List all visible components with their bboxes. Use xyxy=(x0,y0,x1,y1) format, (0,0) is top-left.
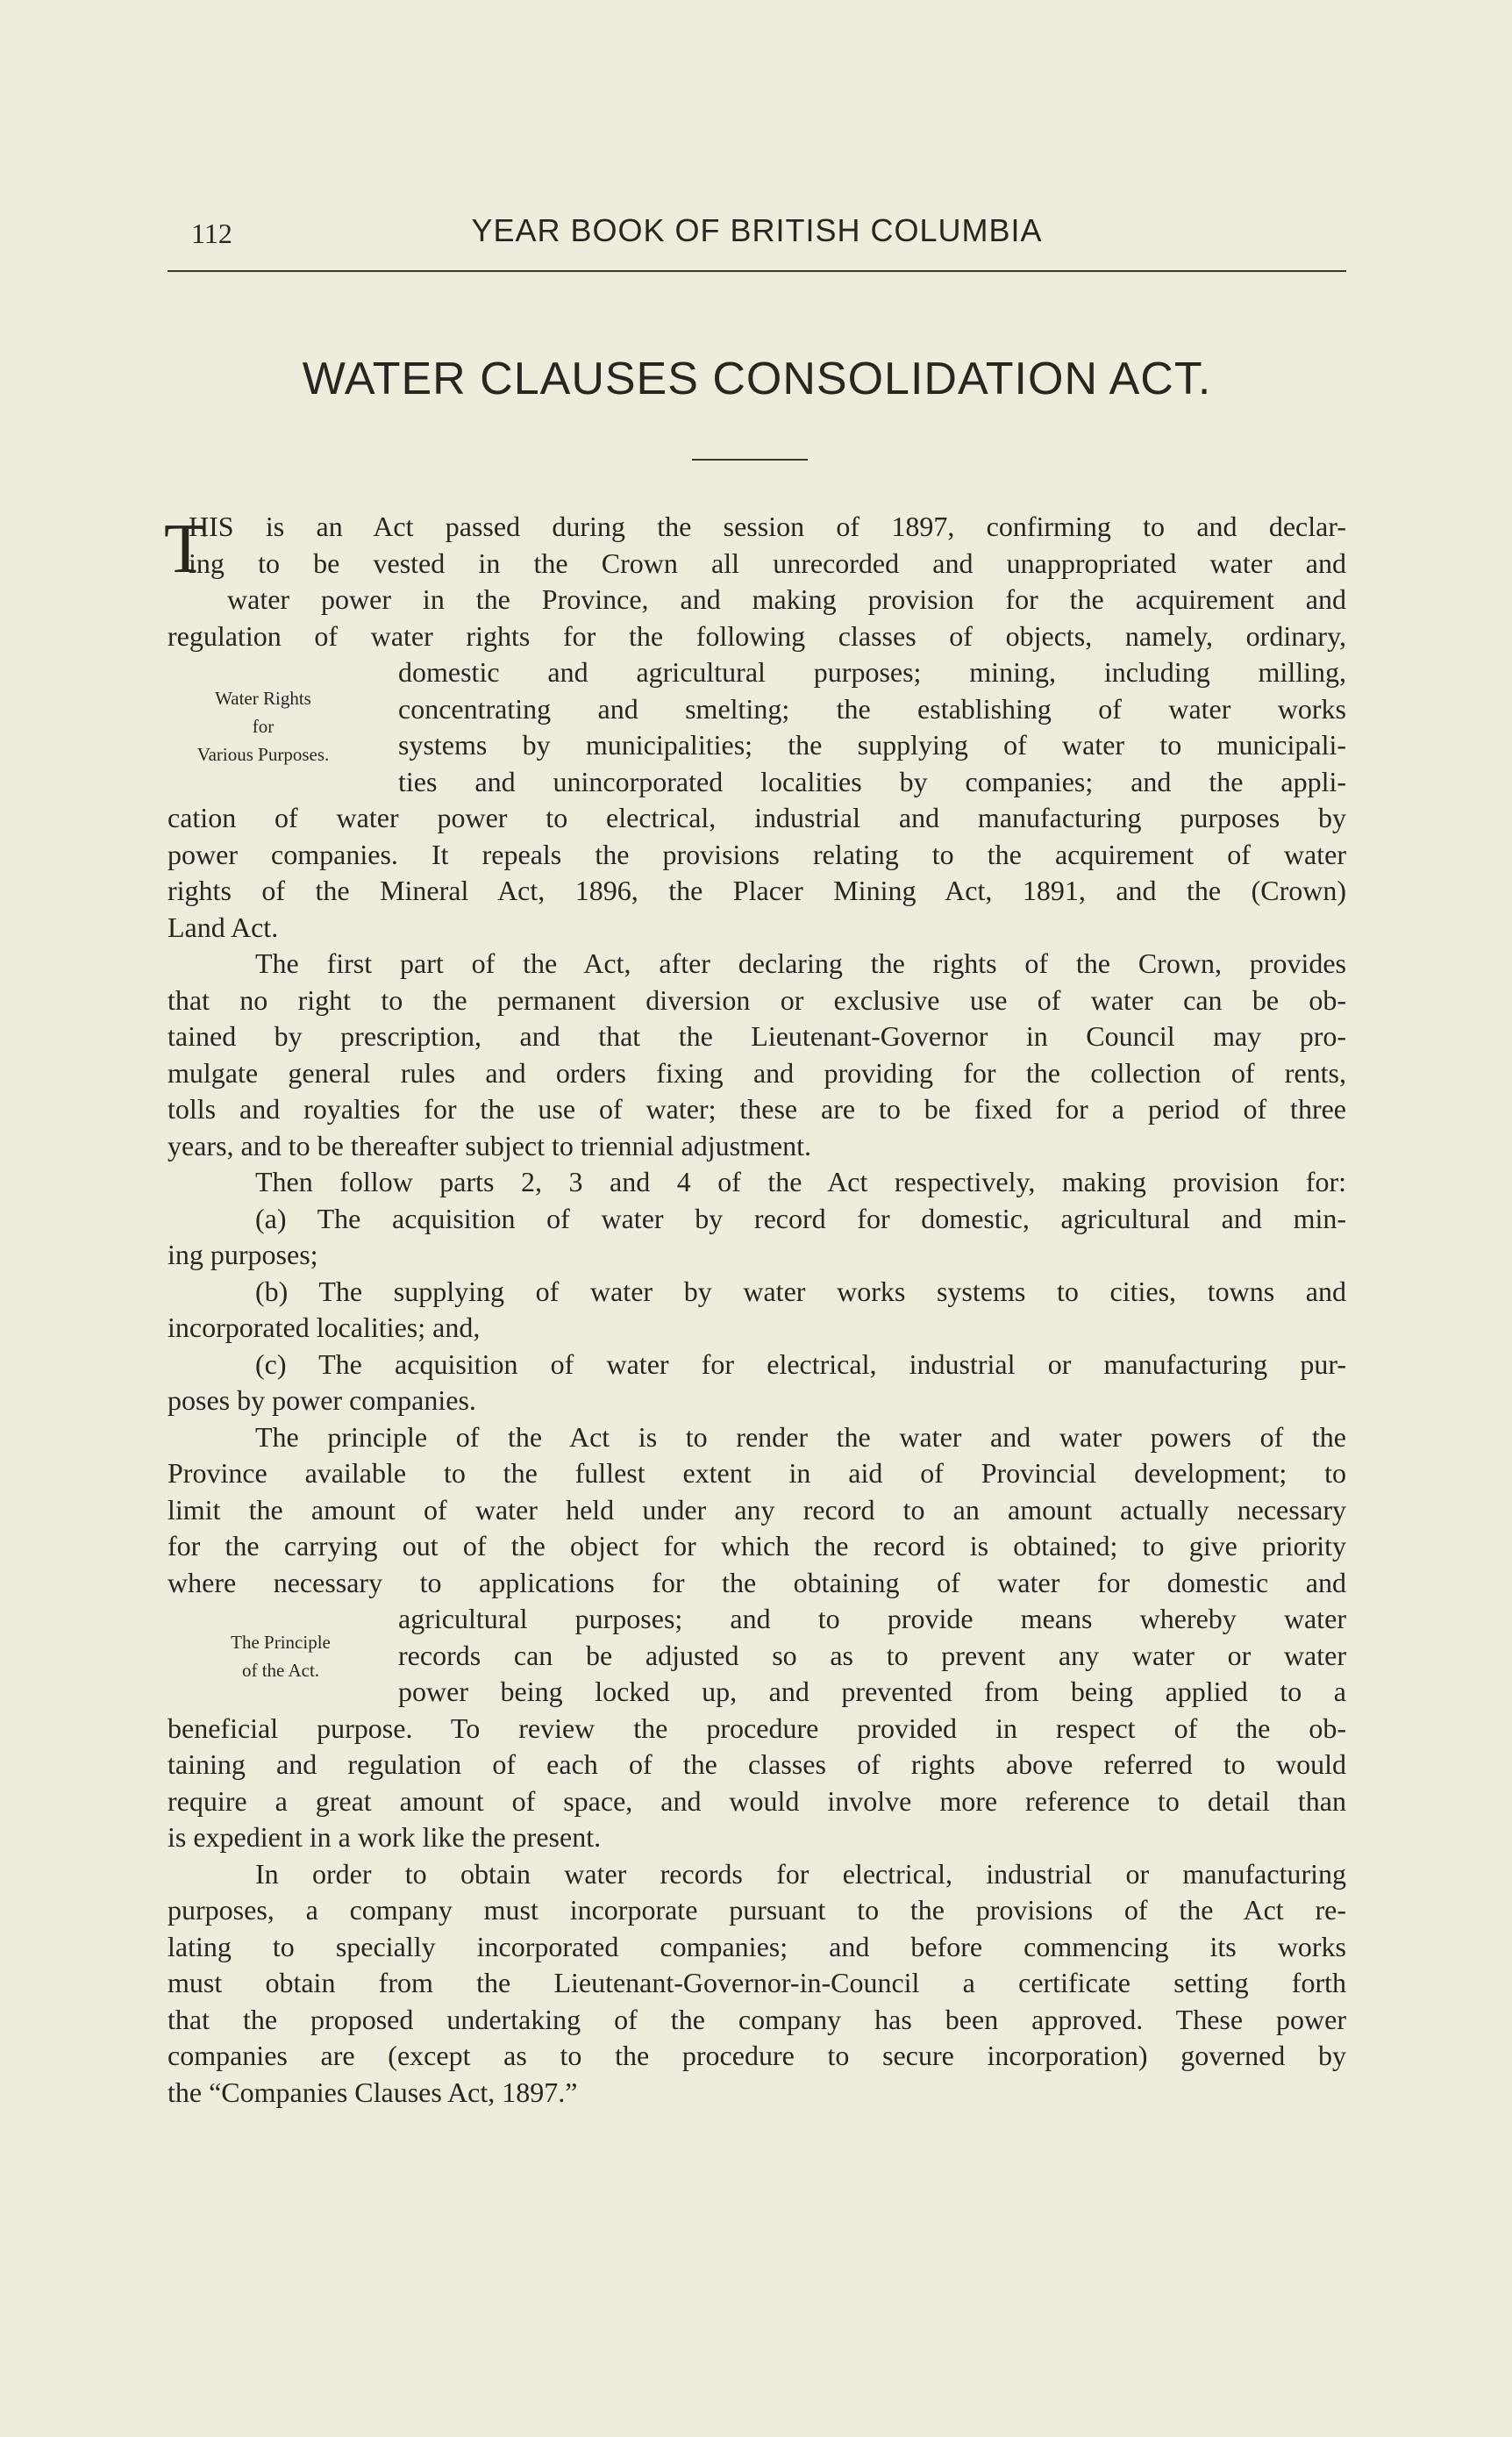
running-header: YEAR BOOK OF BRITISH COLUMBIA xyxy=(471,212,1043,248)
text-line: where necessary to applications for the obtaining of water for domestic and xyxy=(168,1566,1346,1598)
text-line: HIS is an Act passed during the session of 1897, confirming to and declar- xyxy=(189,511,1346,542)
drop-cap: T xyxy=(164,511,207,588)
text-line: tolls and royalties for the use of water; these are to be fixed for a period of three xyxy=(168,1093,1346,1125)
text-line: that the proposed undertaking of the company has been approved. These power xyxy=(168,2003,1346,2035)
text-line: In order to obtain water records for electrical, industrial or manufacturing xyxy=(255,1857,1346,1890)
text-line: ing to be vested in the Crown all unrecorded and unappropriated water and xyxy=(189,547,1346,579)
text-line: for the carrying out of the object for which the record is obtained; to give priority xyxy=(168,1530,1346,1562)
text-line: years, and to be thereafter subject to triennial adjustment. xyxy=(168,1129,811,1161)
sidenote-line: The Principle xyxy=(231,1632,331,1653)
sidenote-line: Various Purposes. xyxy=(196,744,330,765)
text-line: require a great amount of space, and would involve more reference to detail than xyxy=(168,1784,1346,1817)
text-line: records can be adjusted so as to prevent any water or water xyxy=(398,1639,1346,1671)
header-rule xyxy=(168,270,1346,272)
text-line: agricultural purposes; and to provide means whereby water xyxy=(398,1603,1346,1634)
text-line: incorporated localities; and, xyxy=(168,1311,481,1343)
article-title: WATER CLAUSES CONSOLIDATION ACT. xyxy=(302,354,1212,404)
text-line: domestic and agricultural purposes; mining, including milling, xyxy=(398,656,1346,688)
text-line: The principle of the Act is to render the water and water powers of the xyxy=(255,1420,1346,1453)
text-line: poses by power companies. xyxy=(168,1384,476,1416)
text-line: companies are (except as to the procedure to secure incorporation) governed by xyxy=(168,2040,1346,2071)
text-line: cation of water power to electrical, industrial and manufacturing purposes by xyxy=(168,802,1346,833)
text-line: ing purposes; xyxy=(168,1239,318,1270)
text-line: limit the amount of water held under any record to an amount actually necessary xyxy=(168,1493,1346,1526)
text-line: water power in the Province, and making provision for the acquirement and xyxy=(227,583,1346,615)
text-line: is expedient in a work like the present. xyxy=(168,1821,602,1853)
text-line: (b) The supplying of water by water works systems to cities, towns and xyxy=(255,1275,1346,1307)
text-line: power companies. It repeals the provisions relating to the acquirement of water xyxy=(168,838,1346,870)
text-line: The first part of the Act, after declaring the rights of the Crown, provides xyxy=(255,947,1346,979)
text-line: lating to specially incorporated companies; and before commencing its works xyxy=(168,1930,1346,1962)
text-line: Land Act. xyxy=(168,911,279,943)
text-line: must obtain from the Lieutenant-Governor-in-Council a certificate setting forth xyxy=(168,1967,1346,1998)
text-line: Then follow parts 2, 3 and 4 of the Act respectively, making provision for: xyxy=(255,1166,1346,1197)
text-line: tained by prescription, and that the Lieutenant-Governor in Council may pro- xyxy=(168,1020,1346,1052)
text-line: purposes, a company must incorporate pursuant to the provisions of the Act re- xyxy=(168,1894,1346,1926)
text-line: regulation of water rights for the following classes of objects, namely, ordinary, xyxy=(168,619,1346,652)
article-body xyxy=(164,509,1346,2111)
text-line: concentrating and smelting; the establishing of water works xyxy=(398,692,1346,725)
title-divider xyxy=(692,459,808,461)
text-line: systems by municipalities; the supplying of water to municipali- xyxy=(398,729,1346,761)
text-line: taining and regulation of each of the classes of rights above referred to would xyxy=(168,1748,1346,1780)
page-number: 112 xyxy=(191,218,232,249)
sidenote-line: for xyxy=(252,716,275,737)
text-line: rights of the Mineral Act, 1896, the Placer Mining Act, 1891, and the (Crown) xyxy=(168,875,1346,906)
text-line: beneficial purpose. To review the procedure provided in respect of the ob- xyxy=(168,1712,1346,1744)
text-line: mulgate general rules and orders fixing and providing for the collection of rents, xyxy=(168,1056,1346,1089)
text-line: that no right to the permanent diversion or exclusive use of water can be ob- xyxy=(168,983,1346,1016)
text-line: the “Companies Clauses Act, 1897.” xyxy=(168,2076,578,2108)
text-line: (a) The acquisition of water by record for domestic, agricultural and min- xyxy=(255,1202,1346,1234)
text-line: power being locked up, and prevented from being applied to a xyxy=(398,1676,1346,1707)
text-line: ties and unincorporated localities by companies; and the appli- xyxy=(398,765,1346,797)
sidenote-line: Water Rights xyxy=(215,688,311,709)
sidenote-line: of the Act. xyxy=(241,1660,320,1681)
text-line: (c) The acquisition of water for electrical, industrial or manufacturing pur- xyxy=(255,1347,1346,1380)
text-line: Province available to the fullest extent in aid of Provincial development; to xyxy=(168,1457,1346,1489)
